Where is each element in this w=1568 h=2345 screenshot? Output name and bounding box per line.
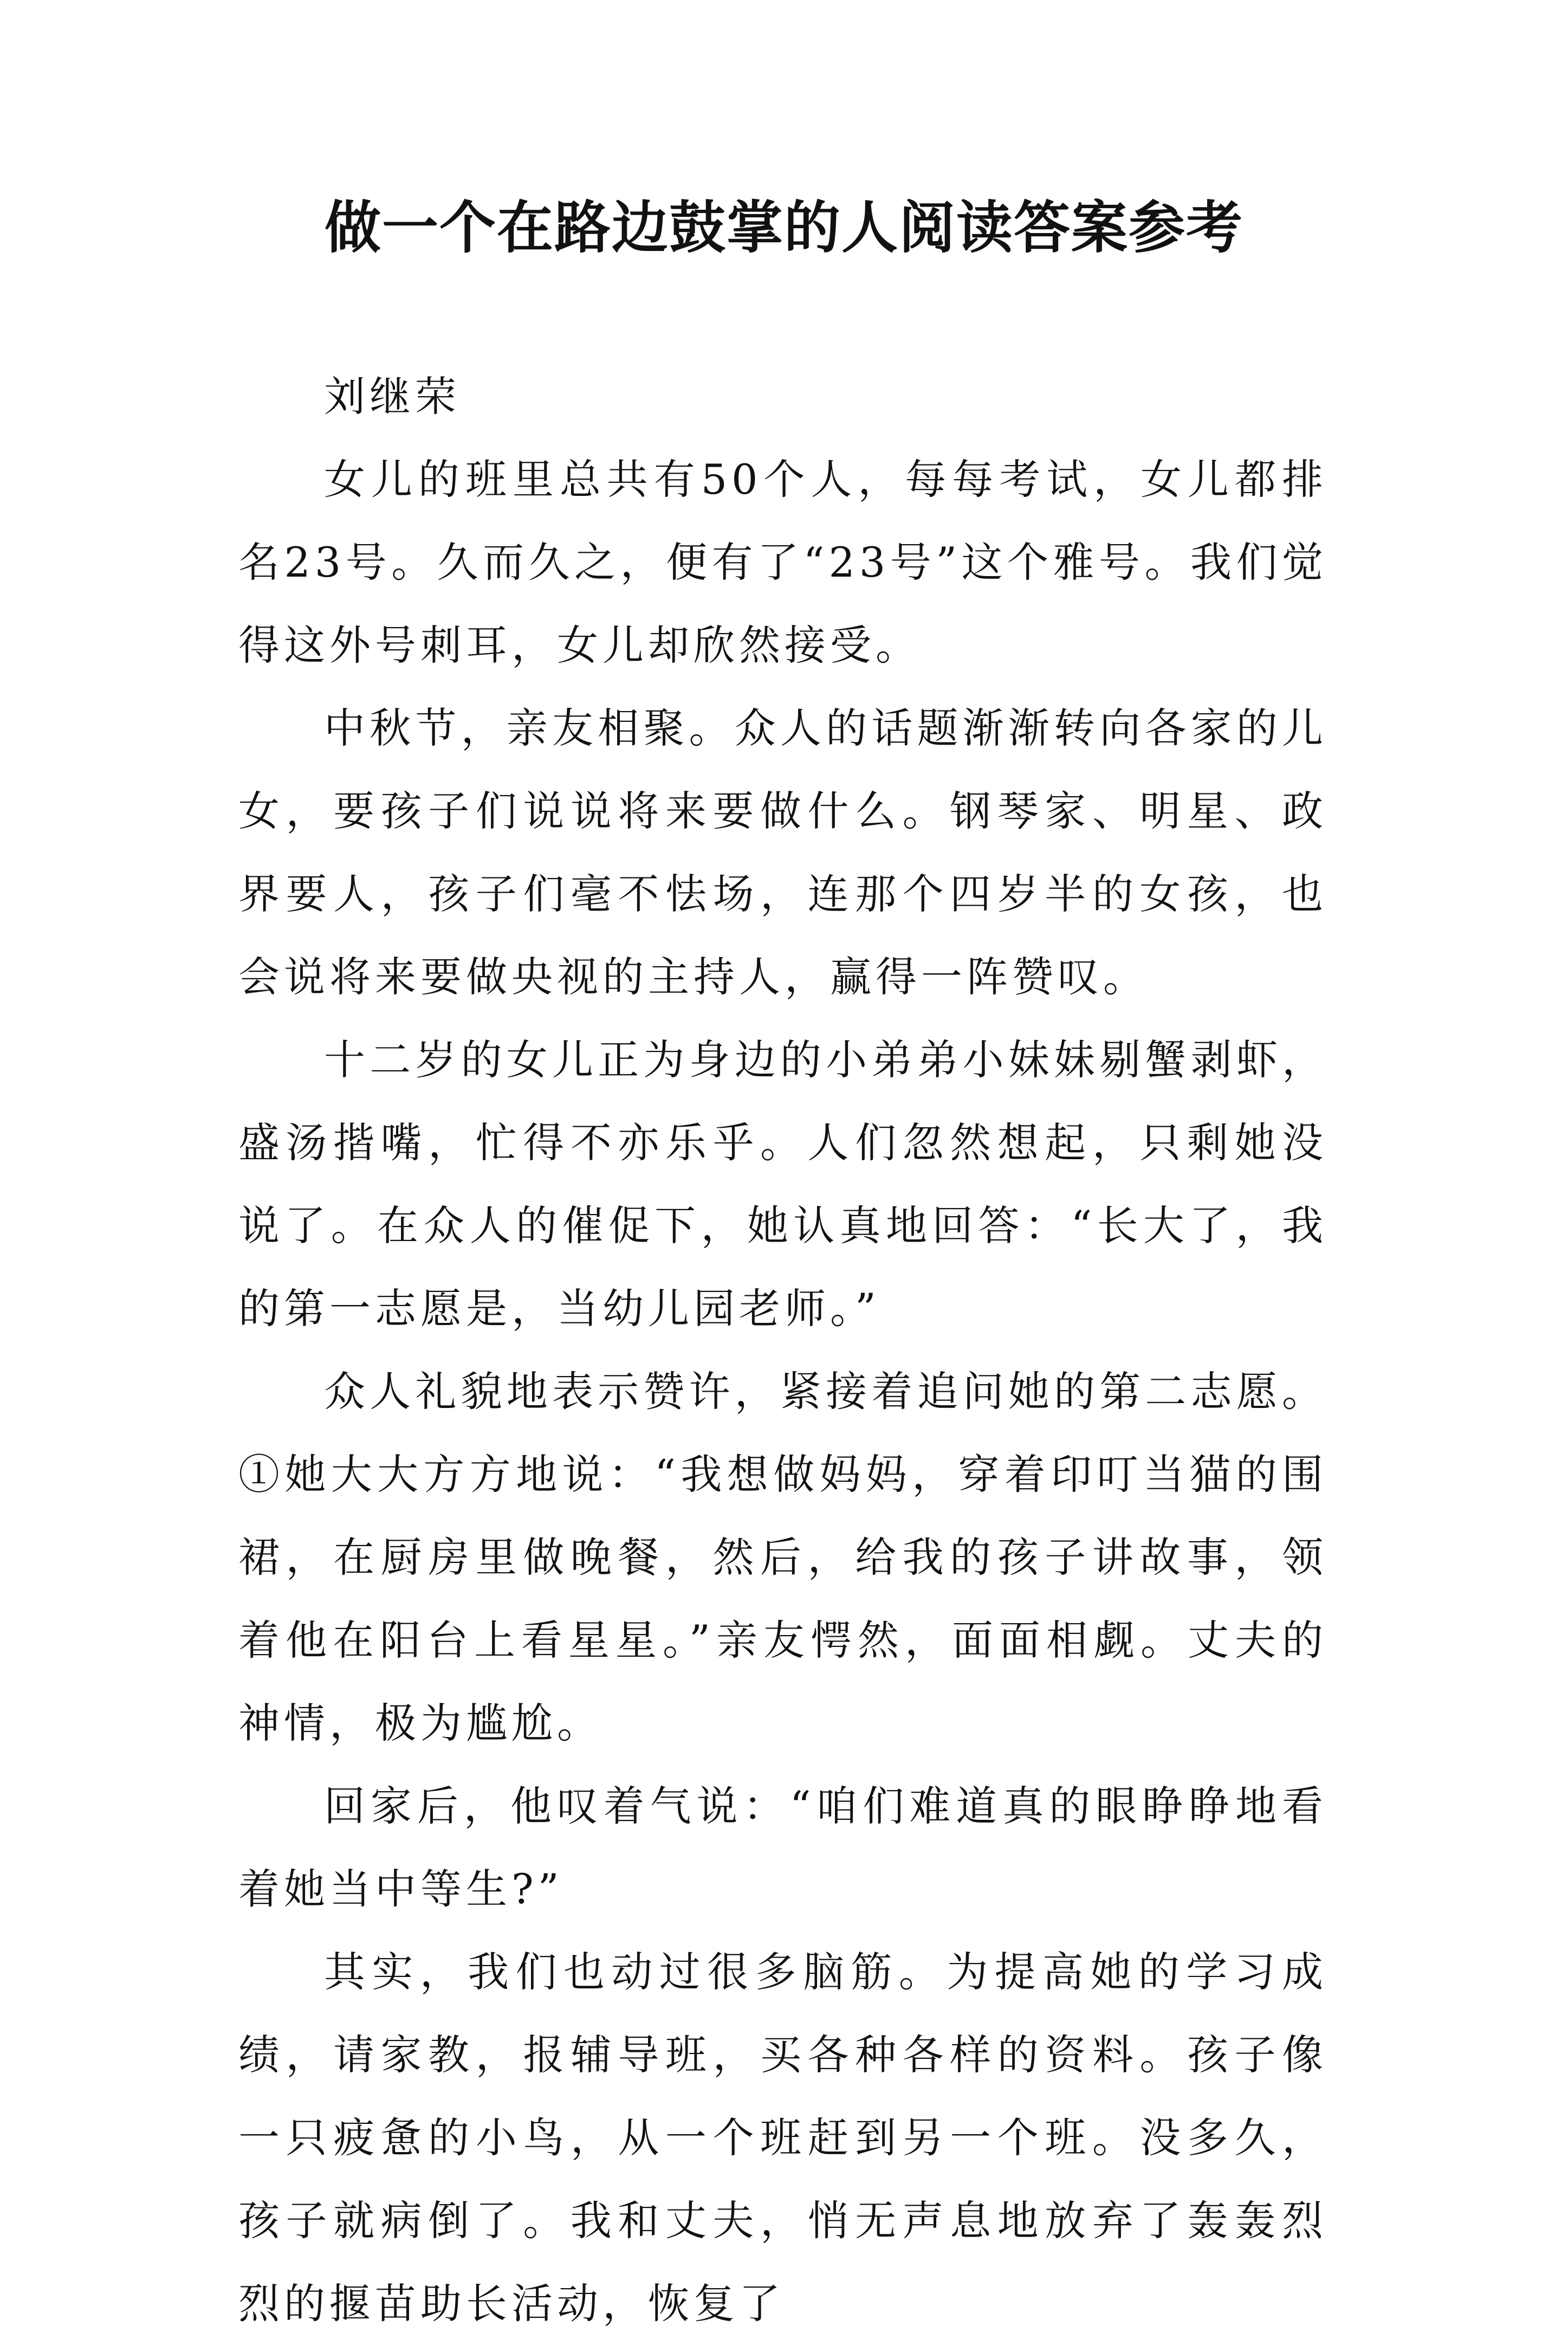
- paragraph-1: 女儿的班里总共有50个人，每每考试，女儿都排名23号。久而久之，便有了“23号”这个雅号。我们觉得这外号刺耳，女儿却欣然接受。: [238, 455, 1327, 669]
- paragraph-3: 十二岁的女儿正为身边的小弟弟小妹妹剔蟹剥虾，盛汤揩嘴，忙得不亦乐乎。人们忽然想起，只剩她没说了。在众人的催促下，她认真地回答：“长大了，我的第一志愿是，当幼儿园老师。”: [238, 1036, 1327, 1333]
- author-line: 刘继荣: [324, 372, 461, 421]
- paragraph-6: 其实，我们也动过很多脑筋。为提高她的学习成绩，请家教，报辅导班，买各种各样的资料。孩子像一只疲惫的小鸟，从一个班赶到另一个班。没多久，孩子就病倒了。我和丈夫，悄无声息地放弃了轰轰烈烈的揠苗助长活动，恢复了: [238, 1948, 1327, 2328]
- paragraph-5: 回家后，他叹着气说：“咱们难道真的眼睁睁地看着她当中等生?”: [238, 1782, 1327, 1913]
- paragraph-2: 中秋节，亲友相聚。众人的话题渐渐转向各家的儿女，要孩子们说说将来要做什么。钢琴家、明星、政界要人，孩子们毫不怯场，连那个四岁半的女孩，也会说将来要做央视的主持人，赢得一阵赞叹。: [238, 704, 1327, 1001]
- article-body: [238, 355, 1327, 2345]
- page-title: 做一个在路边鼓掌的人阅读答案参考: [324, 194, 1243, 261]
- paragraph-4: 众人礼貌地表示赞许，紧接着追问她的第二志愿。①她大大方方地说：“我想做妈妈，穿着印叮当猫的围裙，在厨房里做晚餐，然后，给我的孩子讲故事，领着他在阳台上看星星。”亲友愕然，面面相觑。丈夫的神情，极为尴尬。: [238, 1367, 1327, 1747]
